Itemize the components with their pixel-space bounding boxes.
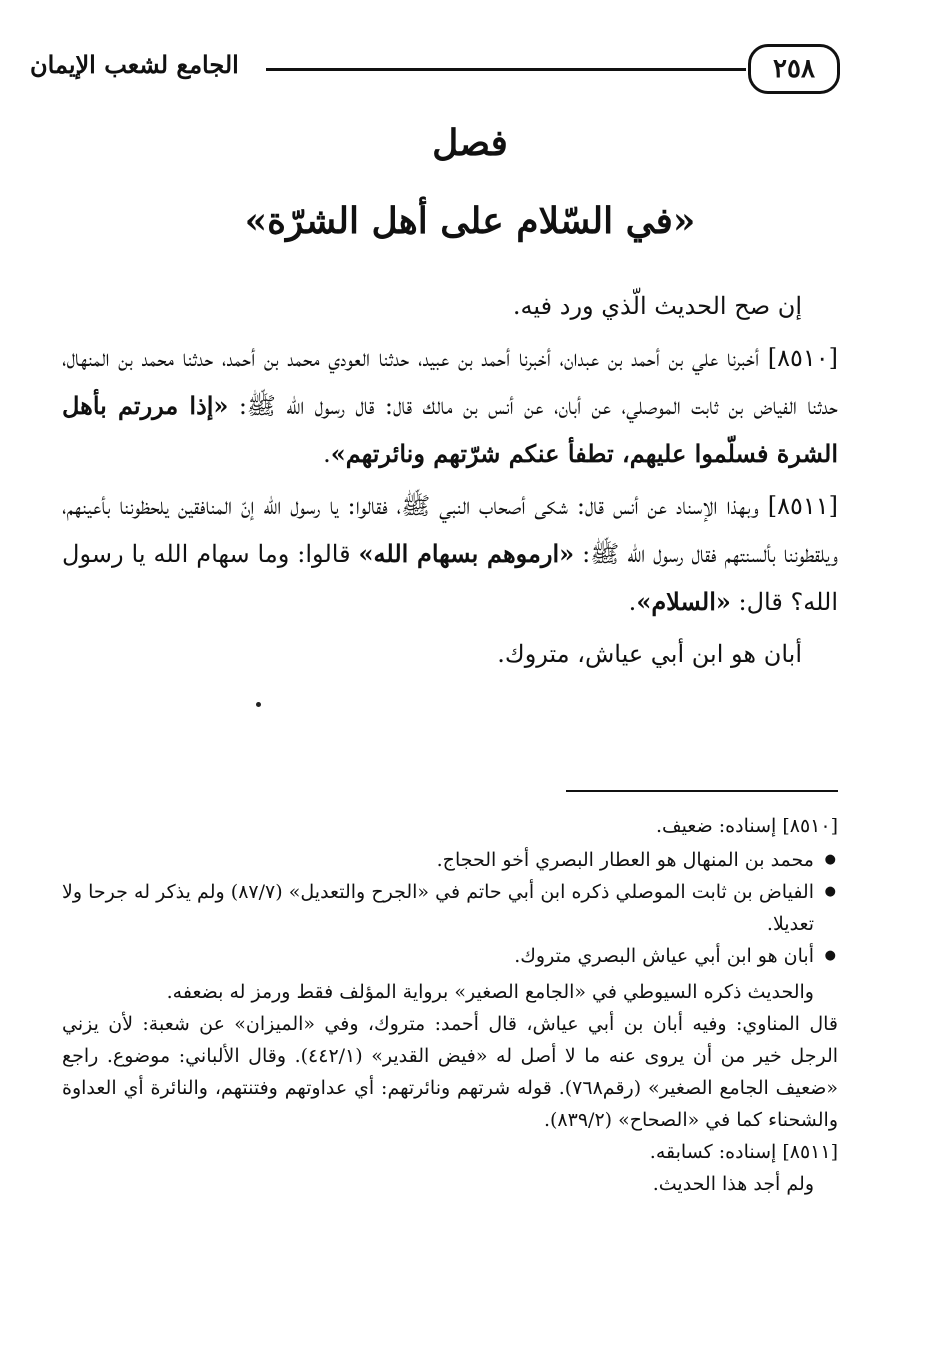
hadith-quote: «إذا مررتم بأهل الشرة فسلّموا عليهم، تطفأ عنكم شرّتهم ونائرتهم»: [62, 391, 838, 468]
page-header: [30, 44, 840, 98]
footnote-8510-title: [٨٥١٠] إسناده: ضعيف.: [655, 815, 838, 837]
section-heading: فصل: [432, 122, 508, 164]
footnote-bullet: ● الفياض بن ثابت الموصلي ذكره ابن أبي حاتم في «الجرح والتعديل» (٨٧/٧) ولم يذكر له جرحا ولا تعديلا.: [62, 876, 814, 940]
hadith-text: وبهذا الإسناد عن أنس قال: شكى أصحاب النبي ﷺ، فقالوا: يا رسول الله إنّ المنافقين يلحظوننا بأعينهم، ويلقطوننا بألسنتهم فقال رسول الله ﷺ:: [62, 492, 839, 568]
hadith-end: .: [628, 588, 637, 616]
hadith-quote: «ارموهم بسهام الله»: [358, 539, 575, 568]
footnote-bullet: ● محمد بن المنهال هو العطار البصري أخو الحجاج.: [62, 844, 814, 876]
hadith-quote: «السلام»: [636, 587, 731, 616]
hadith-text: أخبرنا علي بن أحمد بن عبدان، أخبرنا أحمد بن عبيد، حدثنا العودي محمد بن أحمد، حدثنا محمد بن المنهال، حدثنا الفياض بن ثابت الموصلي، عن أبان، عن أنس بن مالك قال: قال رسول الله ﷺ:: [62, 344, 838, 420]
hadith-8510: [62, 334, 838, 478]
section-subheading: «في السّلام على أهل الشرّة»: [244, 200, 696, 242]
footnote-8511-title: [٨٥١١] إسناده: كسابقه.: [649, 1141, 838, 1163]
hadith-8511: [62, 482, 838, 626]
footnote-8511-note: ولم أجد هذا الحديث.: [652, 1173, 814, 1195]
intro-paragraph: إن صح الحديث الّذي ورد فيه.: [512, 292, 802, 320]
footnote-bullet-list: [62, 844, 838, 972]
book-title: الجامع لشعب الإيمان: [30, 50, 239, 79]
footnotes: [62, 810, 838, 1200]
footnote-bullet: ● أبان هو ابن أبي عياش البصري متروك.: [62, 940, 814, 972]
hadith-number: [٨٥١١]: [767, 492, 838, 520]
ink-speck: [256, 702, 261, 707]
header-rule: [266, 68, 746, 71]
closing-note: أبان هو ابن أبي عياش، متروك.: [497, 640, 802, 668]
footnote-rule: [566, 790, 838, 792]
main-text: [62, 282, 838, 682]
hadith-text-middle: قالوا: وما سهام الله يا رسول الله؟ قال:: [62, 540, 838, 616]
page-number: ٢٥٨: [748, 44, 840, 94]
footnote-suyuti: والحديث ذكره السيوطي في «الجامع الصغير» برواية المؤلف فقط ورمز له بضعفه.: [166, 981, 814, 1003]
hadith-end: .: [323, 440, 331, 468]
hadith-number: [٨٥١٠]: [767, 344, 838, 372]
footnote-munawi: قال المناوي: وفيه أبان بن أبي عياش، قال أحمد: متروك، وفي «الميزان» عن شعبة: لأن يزني الرجل خير من أن يروى عنه ما لا أصل له «فيض القدير» (٤٤٢/١). وقال الألباني: موضوع. راجع «ضعيف الجامع الصغير» (رقم٧٦٨). قوله شرتهم ونائرتهم: أي عداوتهم وفتنتهم، والنائرة أي العداوة والشحناء كما في «الصحاح» (٨٣٩/٢).: [62, 1013, 839, 1131]
